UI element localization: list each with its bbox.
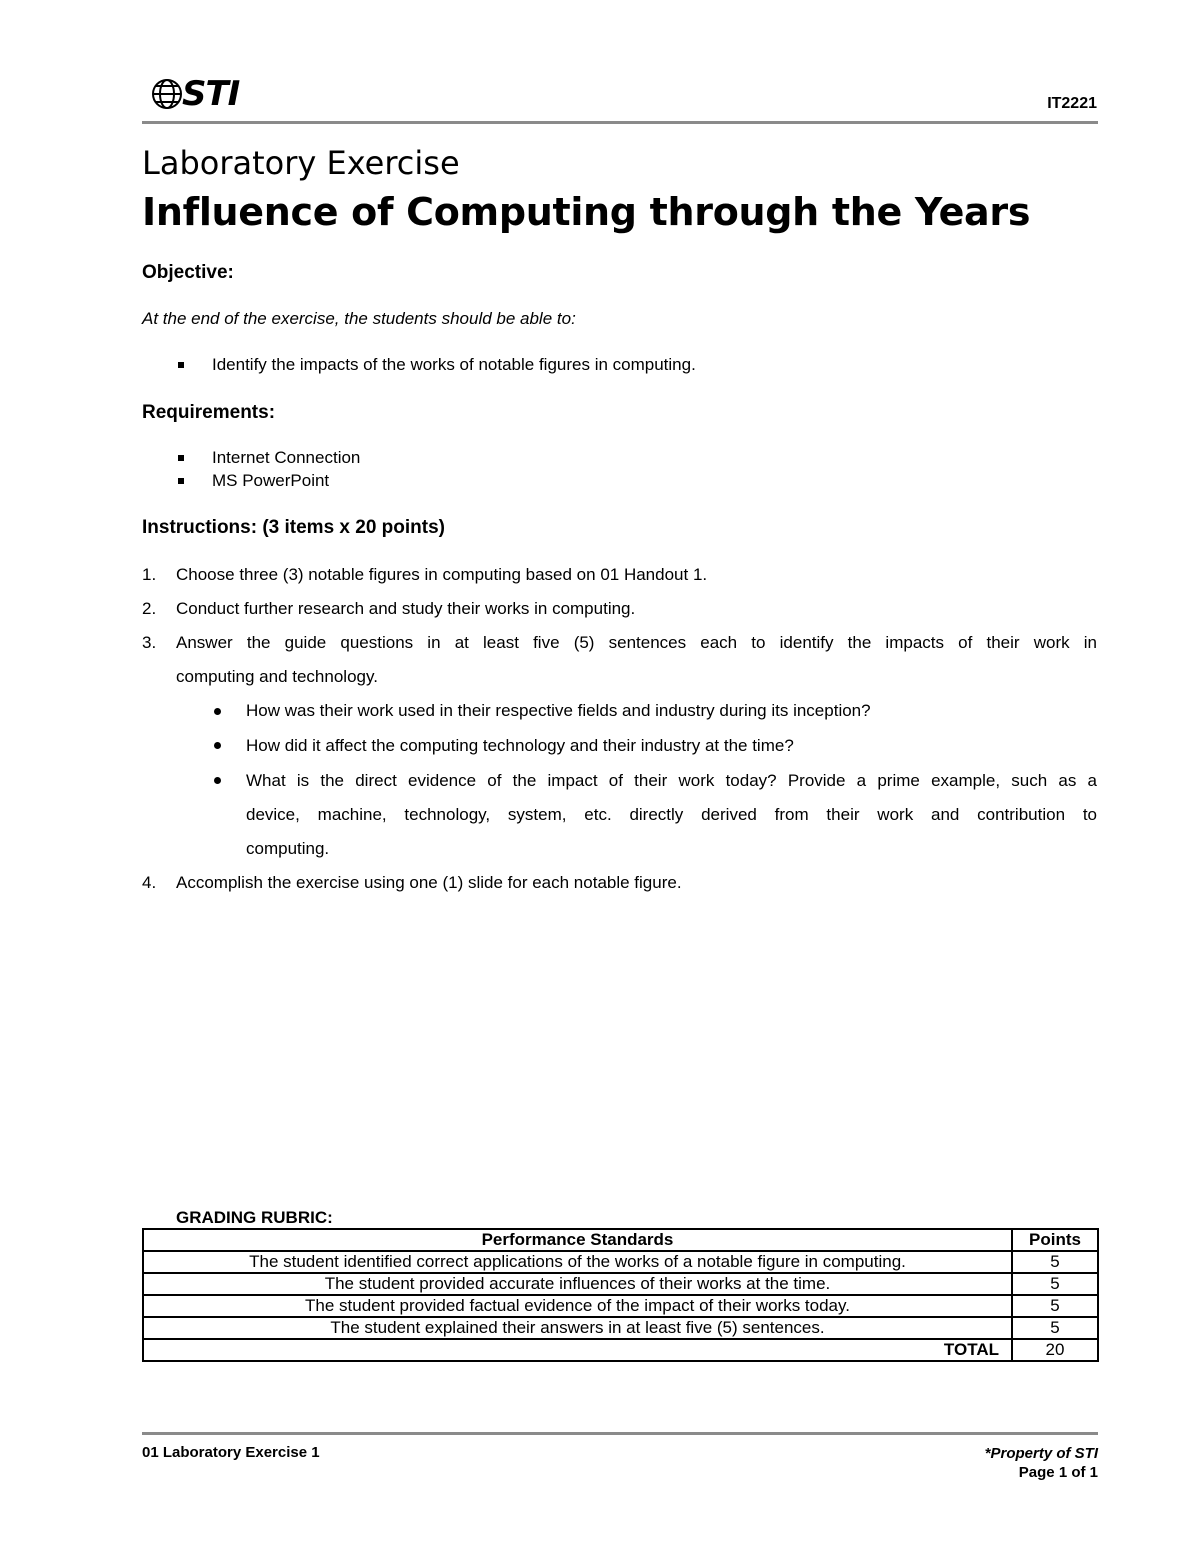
- round-bullet-icon: [214, 742, 221, 749]
- rubric-title: GRADING RUBRIC:: [176, 1208, 333, 1227]
- step-text: Accomplish the exercise using one (1) slide for each notable figure.: [176, 873, 682, 892]
- footer-divider: [142, 1432, 1098, 1435]
- document-kind: Laboratory Exercise: [142, 144, 460, 182]
- objective-intro: At the end of the exercise, the students should be able to:: [142, 309, 576, 328]
- step-number: 2.: [142, 599, 157, 618]
- footer-document-id: 01 Laboratory Exercise 1: [142, 1444, 320, 1461]
- step-number: 3.: [142, 633, 157, 652]
- square-bullet-icon: [178, 478, 184, 484]
- standard-cell: The student explained their answers in at least five (5) sentences.: [143, 1317, 1012, 1339]
- step-number: 4.: [142, 873, 157, 892]
- standard-cell: The student provided factual evidence of the impact of their works today.: [143, 1295, 1012, 1317]
- document-title: Influence of Computing through the Years: [142, 190, 1031, 234]
- points-cell: 5: [1012, 1251, 1098, 1273]
- objective-item: Identify the impacts of the works of notable figures in computing.: [212, 355, 696, 374]
- step-number: 1.: [142, 565, 157, 584]
- page-number: Page 1 of 1: [1018, 1464, 1098, 1481]
- table-row: [143, 1273, 1098, 1295]
- column-header: Points: [1012, 1229, 1098, 1251]
- guide-question: How was their work used in their respective fields and industry during its inception?: [246, 701, 871, 720]
- round-bullet-icon: [214, 708, 221, 715]
- step-text: Conduct further research and study their works in computing.: [176, 599, 636, 618]
- table-row: [143, 1295, 1098, 1317]
- step-text: Answer the guide questions in at least five (5) sentences each to identify the impacts of their work in: [176, 633, 1097, 652]
- objective-heading: Objective:: [142, 262, 234, 283]
- footer-right-block: [985, 1444, 1098, 1482]
- points-cell: 5: [1012, 1273, 1098, 1295]
- column-header: Performance Standards: [143, 1229, 1012, 1251]
- guide-question: What is the direct evidence of the impact of their work today? Provide a prime example, such as a: [246, 771, 1097, 790]
- square-bullet-icon: [178, 362, 184, 368]
- property-notice: *Property of STI: [984, 1445, 1098, 1462]
- sti-logo: [150, 74, 239, 114]
- total-label: TOTAL: [143, 1339, 1012, 1361]
- square-bullet-icon: [178, 455, 184, 461]
- guide-question: How did it affect the computing technology and their industry at the time?: [246, 736, 794, 755]
- instructions-heading: Instructions: (3 items x 20 points): [142, 517, 445, 538]
- step-text: Choose three (3) notable figures in computing based on 01 Handout 1.: [176, 565, 708, 584]
- round-bullet-icon: [214, 777, 221, 784]
- requirement-item: MS PowerPoint: [212, 471, 330, 490]
- course-code: IT2221: [1047, 95, 1097, 112]
- guide-question-continued: computing.: [246, 839, 330, 858]
- guide-question-continued: device, machine, technology, system, etc. directly derived from their work and contribution to: [246, 805, 1097, 824]
- logo-wordmark: STI: [182, 74, 240, 114]
- requirement-item: Internet Connection: [212, 448, 361, 467]
- standard-cell: The student identified correct applications of the works of a notable figure in computing.: [143, 1251, 1012, 1273]
- grading-rubric-table: [142, 1228, 1099, 1362]
- header-divider: [142, 121, 1098, 124]
- points-cell: 5: [1012, 1295, 1098, 1317]
- total-points: 20: [1012, 1339, 1098, 1361]
- globe-icon: [150, 77, 184, 111]
- table-header-row: [143, 1229, 1098, 1251]
- table-row: [143, 1251, 1098, 1273]
- total-row: [143, 1339, 1098, 1361]
- step-text-continued: computing and technology.: [176, 667, 378, 686]
- standard-cell: The student provided accurate influences of their works at the time.: [143, 1273, 1012, 1295]
- table-row: [143, 1317, 1098, 1339]
- points-cell: 5: [1012, 1317, 1098, 1339]
- requirements-heading: Requirements:: [142, 402, 276, 423]
